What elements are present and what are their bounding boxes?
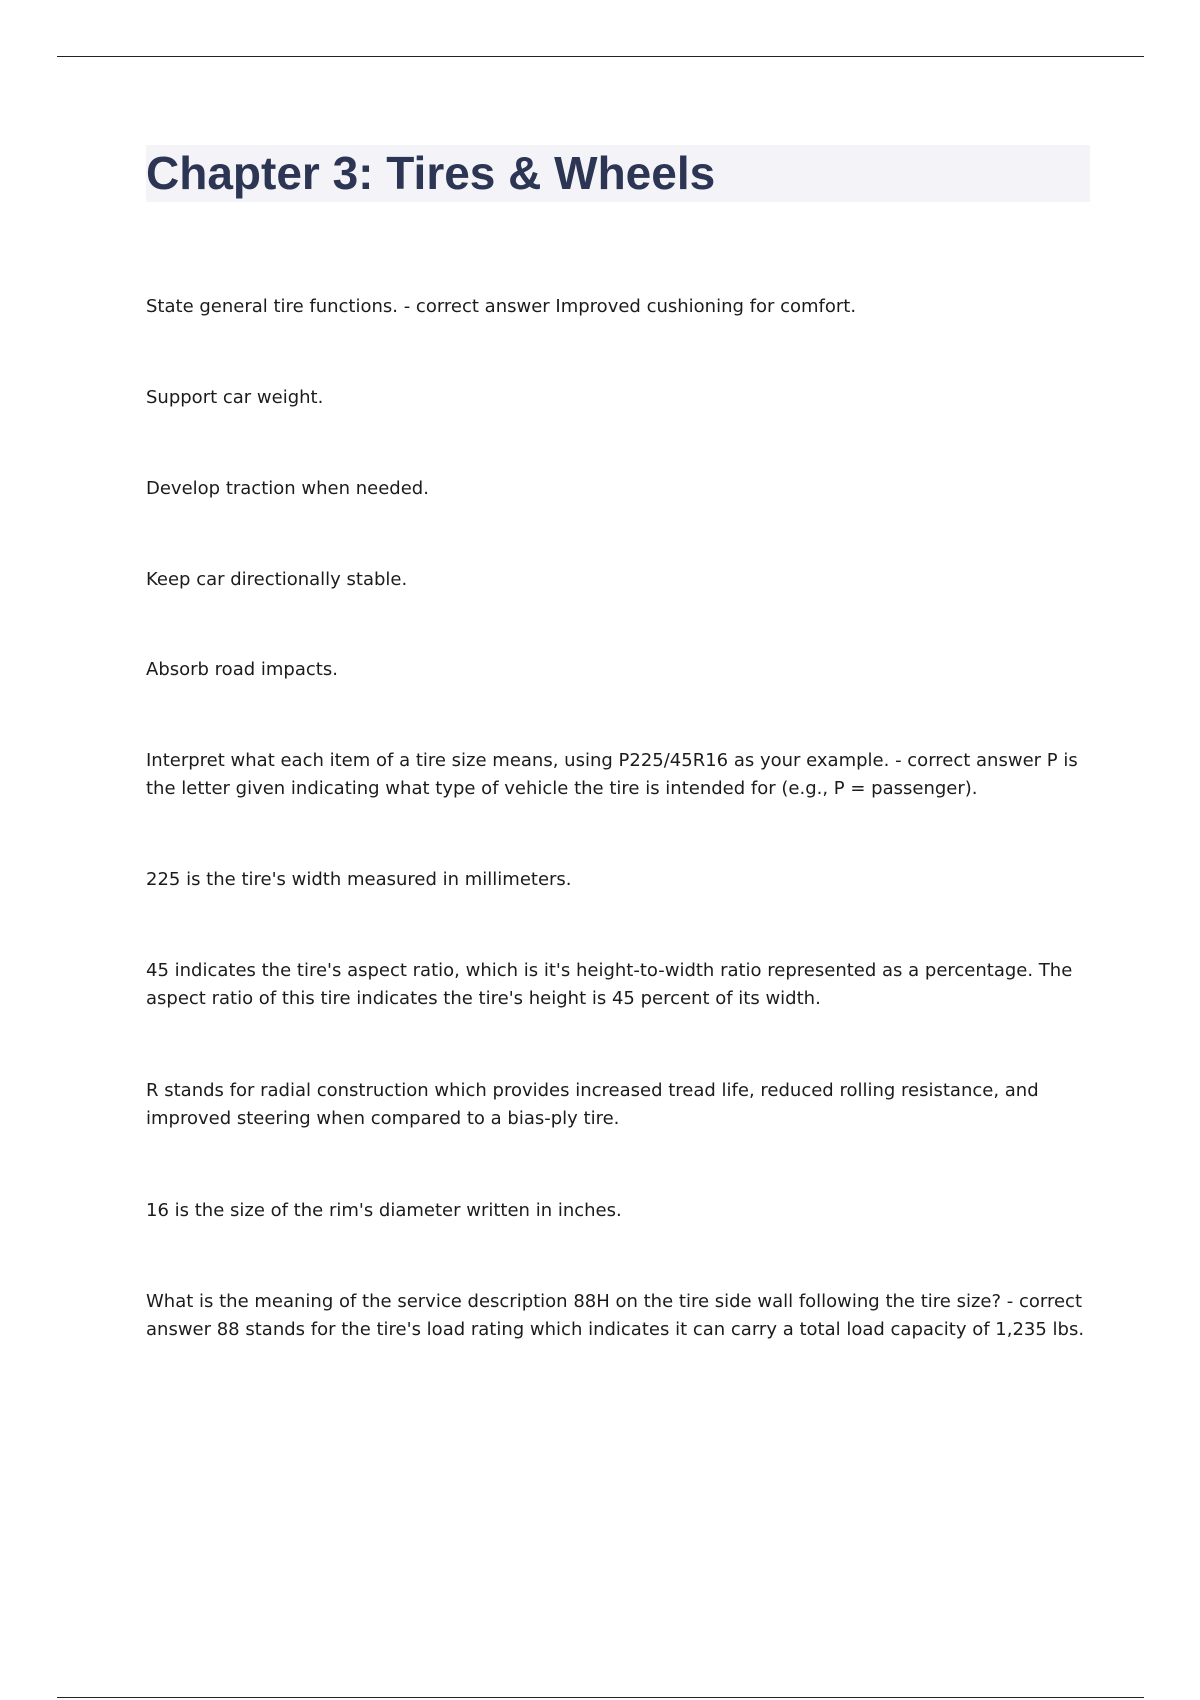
paragraph: Develop traction when needed.: [146, 478, 429, 499]
paragraph: State general tire functions. - correct answer Improved cushioning for comfort.: [146, 296, 857, 317]
paragraph: 225 is the tire's width measured in millimeters.: [146, 869, 572, 890]
paragraph: Interpret what each item of a tire size means, using P225/45R16 as your example. - correct answer P is the letter given indicating what type of vehicle the tire is intended for (e.g., P = passenger).: [146, 750, 1078, 799]
bottom-divider: [57, 1697, 1144, 1698]
paragraph: Support car weight.: [146, 387, 324, 408]
paragraph: What is the meaning of the service description 88H on the tire side wall following the tire size? - correct answer 88 stands for the tire's load rating which indicates it can carry a total load capacity of 1,235 lbs.: [146, 1291, 1085, 1340]
paragraph: 45 indicates the tire's aspect ratio, which is it's height-to-width ratio represented as a percentage. The aspect ratio of this tire indicates the tire's height is 45 percent of its width.: [146, 960, 1073, 1009]
paragraph: Keep car directionally stable.: [146, 569, 408, 590]
page-title: Chapter 3: Tires & Wheels: [146, 147, 716, 199]
paragraph: R stands for radial construction which provides increased tread life, reduced rolling resistance, and improved steering when compared to a bias-ply tire.: [146, 1080, 1039, 1129]
top-divider: [57, 56, 1144, 57]
paragraph: Absorb road impacts.: [146, 659, 338, 680]
paragraph: 16 is the size of the rim's diameter written in inches.: [146, 1200, 622, 1221]
